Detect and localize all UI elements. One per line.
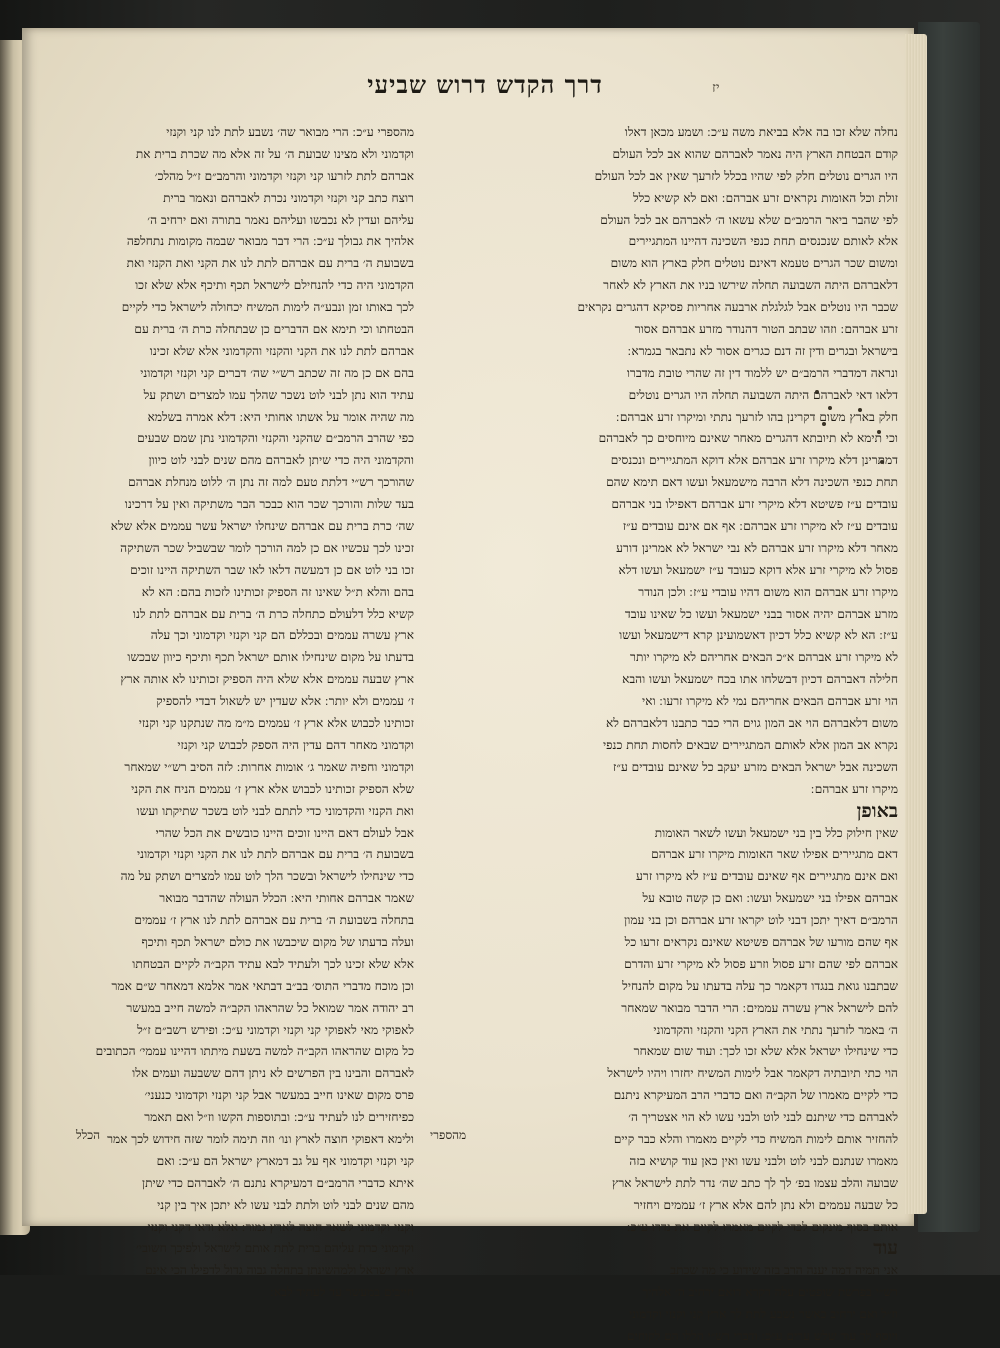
text-line: עובדים ע״ז לא מיקרו זרע אברהם ׃ אף אם אינם עובדים ע״ז: [622, 519, 898, 534]
text-line: בשבועת ה׳ ברית עם אברהם לתת לנו את הקני ואת הקנזי ואת: [126, 256, 414, 271]
text-line: נחלה שלא זכו בה אלא בביאת משה ע״כ ׃ ושמע מכאן דאלו: [624, 125, 898, 139]
text-line: קודם הבטחת הארץ היה נאמר לאברהם שהוא אב לכל העולם: [612, 146, 898, 161]
text-line: להם לישראל ארץ עשרה עממים ׃ הרי הדבר מבואר שמאחר: [621, 1000, 898, 1015]
text-line: ארץ ישראל ולמהשינתן בתחלה גבוה גדול לדפילו הכי אינם: [145, 1263, 414, 1278]
text-line: אברהם לתת לנו את הקני והקנזי והקדמוני אלא שלא זכינו: [149, 343, 414, 358]
text-line: דלאברהם היתה השבועה תחלה שירשו בניו את הארץ לא לאחר: [603, 278, 898, 293]
text-line: שכבר היו נוטלים אבל לגלגלת ארבעה אחריות פסיקא דהגרים נקראים: [577, 300, 898, 315]
text-line: איתא כדברי הרמב״ם דמעיקרא נתנם ה׳ לאברהם כדי שיתן: [141, 1175, 414, 1190]
text-line: ארץ עשרה עממים ובכללם הם קני וקנזי וקדמוני וכך עלה: [150, 628, 414, 643]
text-line: שבועה והלב עצמו בפ׳ לך לך כתב שה׳ נדר לתת לישראל ארץ: [612, 1175, 898, 1190]
text-line: דאם מתגיירים אפילו שאר האומות מיקרו זרע אברהם: [651, 847, 898, 862]
text-line: רש״י בפרשת שופטים עלה דקרא דואם ירחיב ה׳ אלהיך: [642, 1285, 898, 1300]
text-line: כפי שהרב הרמב״ם שהקני והקנזי והקדמוני נתן שמם שבעים: [137, 431, 414, 446]
text-line: רב יהודה אמר שמואל כל שהראהו הקב״ה למשה חייב במעשר: [126, 1000, 414, 1015]
text-line: חלק בארץ משום דקרינן בהו לזרעך נתתי ומיקרו זרע אברהם ׃: [616, 409, 898, 424]
text-line: זכו בני לוט אם כן דמעשה דלאו לאו שבר השתיקה היינו זוכים: [130, 562, 414, 577]
running-header: דרך הקדש דרוש שביעי: [367, 70, 603, 99]
text-line: אברהם לתת לזרעו קני וקנזי וקדמוני והרמב״ם ז״ל מהלכ׳: [154, 168, 414, 183]
text-line: וקנזי וקדמוני לשאר חוצה לארץ גמור ׃ אלא ודאי דקני וקנזי: [147, 1219, 414, 1234]
text-line: וקדמוני וחפיה שאמר ג׳ אומות אחרות ׃ לזה הסיב רש״י שמאחר: [124, 759, 414, 774]
text-line: שאין חילוק כלל בין בני ישמעאל ועשו לשאר האומות: [654, 825, 898, 840]
text-line: שה׳ כרת ברית עם אברהם שינחלו ישראל עשר עממים אלא שלא: [110, 519, 414, 534]
text-line: בישראל ובגרים ודין זה דנם כגרים אסור לא נתבאר בגמרא ׃: [627, 343, 898, 358]
text-line: זכותינו לכבוש אלא ארץ ז׳ עממים מ״מ מה שנתקנו קני וקנזי: [138, 716, 414, 731]
text-line: היו הגרים נוטלים חלק לפי שהיו בכלל לזרעך שאין אב לכל העולם: [594, 168, 898, 183]
text-line: לפי שהבר ביאר הרמב״ם שלא עשאו ה׳ לאברהם אב לכל העולם: [600, 212, 898, 227]
text-line: הבטחתו וכי תימא אם הדברים כן שבתחלה כרת ה׳ ברית עם: [134, 322, 414, 337]
text-line: ולימא דאפוקי חוצה לארץ ונו׳ וזה תימה לומר שזה חידוש לכך אמר: [107, 1131, 414, 1146]
text-line: שאמר אברהם אחותי היא ׃ הכלל העולה שהדבר מבואר: [159, 891, 414, 906]
text-line: קני וקנזי וקדמוני אף על גב דמארץ ישראל הם ע״כ ׃ ואם: [156, 1153, 414, 1168]
text-line: דלאו דאי לאברהם היתה השבועה תחלה היו הגרים נוטלים: [628, 387, 898, 402]
text-line: קשיא כלל דלעולם כתחלה כרת ה׳ ברית עם אברהם לתת לנו: [132, 606, 414, 621]
text-line: שלא הספיק זכותינו לכבוש אלא ארץ ז׳ עממים הניח את הקני: [131, 781, 414, 796]
page-number: יז: [712, 80, 720, 96]
text-line: תחת כנפי השכינה דלא הרבה מישמעאל ועשו דאם תימא שהם: [606, 475, 898, 490]
text-line: הוי זרע אברהם הבאים אחריהם נמי לא מיקרו זרעו ׃ ואי: [642, 694, 898, 709]
text-line: ואת הקנזי והקדמוני כדי לתתם לבני לוט בשכר שתיקתו ועשו: [136, 803, 414, 818]
text-line: השכינה אבל ישראל הבאים מזרע יעקב כל שאינם עובדים ע״ז: [613, 759, 898, 774]
text-line: כל שבעה עממים ולא נתן להם אלא ארץ ז׳ עממים ויחזיר: [633, 1197, 898, 1212]
text-line: בתחלה בשבועת ה׳ ברית עם אברהם לתת לנו ארץ ז׳ עממים: [134, 913, 414, 928]
text-line: כדי שינחילו לישראל ובשכר הלך לוט עמו למצרים ושתק על מה: [120, 869, 414, 884]
text-line: כדי שינחילו ישראל אלא שלא זכו לכך ׃ ועוד שום שמאחר: [633, 1044, 898, 1059]
text-line: וכן מוכח מדברי התוס׳ בב״ב דבתאי אמר אלמא דמאחר ש״ם אמר: [111, 978, 414, 993]
catchword-left: הכלל: [76, 1128, 100, 1142]
page-stack-edges: [905, 34, 927, 1214]
text-line: שהורכך רש״י דלתת טעם למה זה נתן ה׳ ללוט מנחלת אברהם: [128, 475, 414, 490]
text-line: מאחר דלא מיקרו זרע אברהם לא נבי ישראל לא אמרינן דורע: [616, 540, 898, 555]
text-line: חלילה דאברהם דכיון דבשלחו אתו בכח ישמעאל ועשו והבא: [622, 672, 898, 687]
text-line: מזרע אברהם יהיה אסור בבני ישמעאל ועשו כל שאינו עובד: [624, 606, 898, 621]
text-line: ז׳ עממים ולא יותר ׃ אלא שעדין יש לשאול דבדי להספיק: [156, 694, 414, 709]
text-line: והקדמוני היה כדי שיתן לאברהם מהם שנים לבני לוט כיוון: [148, 453, 414, 468]
text-line: זולת וכל האומות נקראים זרע אברהם ׃ ואם לא קשיא כלל: [632, 190, 898, 205]
text-line: חייבים במעשר עד לעתיד לבא ׃: [270, 1285, 414, 1300]
text-line: נקרא אב המון אלא לאותם המתגיירים שבאים לחסות תחת כנפי: [603, 737, 898, 752]
text-line: שבתבנו גואת בנגדו דקאמר כך עלה בדעתו על מקום להנחיל: [622, 978, 898, 993]
text-line: עתיד הוא נתן לבני לוט נשכר שהלך עמו למצרים ושתק על: [143, 387, 414, 402]
text-line: אלהיך את גבולך ע״כ ׃ הרי דבר מבואר שבמה מקומות נתחלפה: [126, 234, 414, 249]
text-line: אלא שלא זכינו לכך ולעתיד לבא עתיד הקב״ה לקיים הבטחתו: [132, 956, 414, 971]
text-line: כפיחזירים לנו לעתיד ע״כ ׃ ובתוספות הקשו וז״ל ואם תאמר: [144, 1110, 414, 1125]
text-line: דמתרינן דלא מיקרו זרע אברהם אלא דוקא המתגיירים ונכנסים: [610, 453, 898, 468]
section-opening-word: עוד: [873, 1237, 898, 1260]
text-line: וקדמוני ולא מצינו שבועת ה׳ על זה אלא מה שכרת ברית את: [135, 146, 414, 161]
text-line: עליהם ועדין לא נכבשו ועליהם נאמר בתורה ואם ירחיב ה׳: [147, 212, 414, 227]
text-line: פסול לא מיקרי זרע אלא דוקא כעובד ע״ז ישמעאל ועשו דלא: [618, 562, 898, 577]
section-opening-word: באופן: [856, 799, 898, 822]
text-line: להחזיר אותם לימות המשיח כדי לקיים מאמרו והלא כבר קיים: [613, 1131, 898, 1146]
text-line: בעד שלות והורכך שכר הוא כבכר הבר משתיקה ואין על דרכינו: [124, 497, 414, 512]
text-line: אברהם לפי שהם זרע פסול וזרע פסול לא מיקרי זרע והדרם: [624, 956, 898, 971]
text-line: מה שהיה אומר על אשתו אחותי היא ׃ דלא אמרה בשלמא: [147, 409, 414, 424]
text-line: בהם אם כן מה זה שכתב רש״י שה׳ דברים קני וקנזי וקדמוני: [140, 365, 414, 380]
text-line: מהם שנים לבני לוט ולתת לבני עשו לא יתכן איך בין קני: [157, 1197, 414, 1212]
catchword-right: מהספרי: [430, 1128, 467, 1142]
text-line: כדי לקיים מאמרו של הקב״ה ואם כדברי הרב המעיקרא ניתנם: [613, 1088, 898, 1103]
book-cover-edge: [918, 22, 980, 1232]
text-line: אבל לעולם דאם היינו זוכים היינו כובשים את הכל שהרי: [155, 825, 414, 840]
text-line: ויוסף לך עוד שלש ערים ע״כ ׃ ודברי רש״י הללו הם לקוחים: [627, 1328, 898, 1343]
text-line: מיקרו זרע אברהם הוא משום דהיו עובדי ע״ז ׃ ולכן הנודר: [638, 584, 898, 599]
text-line: ונראה דמדברי הרמב״ם יש ללמוד דין זה שהרי טובת מדברו: [626, 365, 898, 380]
text-line: הקדמוני היה כדי להנחילם לישראל תכף ותיכף אלא שלא זכו: [135, 278, 414, 293]
text-line: זכינו לכך עכשיו אם כן למה הורכך לומר שבשביל שכר השתיקה: [120, 540, 414, 555]
text-line: [420, 801, 898, 823]
text-line: מיקרו זרע אברהם ׃: [810, 781, 898, 796]
text-line: מהספרי ע״כ ׃ הרי מבואר שה׳ נשבע לתת לנו קני וקנזי: [166, 125, 414, 139]
text-line: ארץ שבעה עממים אלא שלא היה הספיק זכותינו לא אותה ארץ: [120, 672, 414, 687]
text-line: אלא לאותם שנכנסים תחת כנפי השכינה דהיינו המתגיירים: [628, 234, 898, 249]
text-line: אברהם אפילו בני ישמעאל ועשו ׃ ואם כן קשה טובא על: [642, 891, 898, 906]
text-line: לכך באותו זמן ונבע״ה לימות המשיח יכחולה לישראל כדי לקיים: [121, 300, 414, 315]
text-line: מאמרו שנתנם לבני לוט ולבני עשו ואין כאן עוד קושיא בזה: [629, 1153, 898, 1168]
text-line: ועלה בדעתו של מקום שיכבשו את כולם ישראל תכף ותיכף: [141, 934, 414, 949]
text-line: רוצח כתב קני וקנזי וקדמוני נכרת לאברהם ונאמר ברית: [163, 190, 414, 205]
text-line: בשבועת ה׳ ברית עם אברהם לתת לנו את הקני וקנזי וקדמוני: [136, 847, 414, 862]
text-line: כל מקום שהראהו הקב״ה למשה בשעת מיתתו דהיינו עממי׳ הכתובים: [95, 1044, 414, 1059]
text-line: אני תמיה דמה יענה הרב בזה שידוע כי מה שכתב: [670, 1263, 898, 1278]
text-line: אף שהם מורעו של אברהם פשיטא שאינם נקראים זרעו כל: [624, 934, 898, 949]
text-line: לאברהם כדי שיתנם לבני לוט ולבני עשו לא הוי אצטריך ה׳: [628, 1110, 898, 1125]
text-line: אותם בסוף מינקום לכדי לקיים מאמרו לקיים את נדרו ע״כ ׃: [626, 1219, 898, 1234]
text-line: וקדמוני כרת עליהם ברית לתת אותם לישראל ולפיכך חשובי׳: [136, 1241, 414, 1256]
text-line: וכי תימא לא תיובתא דהגרים מאחר שאינם מיוחסים כך לאברהם: [598, 431, 898, 446]
text-line: לאברהם והבינו בין הפרשים לא ניתן דהם ששבעה ועמים אלו: [132, 1066, 414, 1081]
text-line: הוי כתי תיובתיה דקאמר אבל לימות המשיח יחזרו ויהיו לישראל: [607, 1066, 898, 1081]
text-line: לא מיקרו זרע אברהם א״כ הבאים אחריהם לא מיקרו יותר: [630, 650, 898, 665]
text-line: ה׳ באמר לזרעך נתתי את הארץ הקני והקנזי והקדמוני: [653, 1022, 898, 1037]
text-line: לאפוקי מאי לאפוקי קני וקנזי וקדמוני ע״כ ׃ ופירש רשב״ם ז״ל: [137, 1022, 414, 1037]
text-line: זרע אברהם ׃ וזהו שבתב הטור דהנודר מזרע אברהם אסור: [634, 322, 898, 337]
text-line: [420, 1238, 898, 1260]
text-line: ע״ז ׃ הא לא קשיא כלל דכיון דאשמועינן קרא דישמעאל ועשו: [619, 628, 898, 643]
text-line: ומשום שכר הגרים טעמא דאינם נוטלים חלק בארץ הוא משום: [610, 256, 898, 271]
text-line: בהם והלא ת״ל שאינו זה הספיק זכותינו לזכות בהם ׃ הא לא: [141, 584, 414, 599]
text-line: פרס מקום שאינו חייב במעשר אבל קני וקנזי וקדמוני כנעני׳: [144, 1088, 414, 1103]
text-line: בדעתו על מקום שינחילו אותם ישראל תכף ותיכף כיוון שבכשו: [127, 650, 414, 665]
text-line: הרמב״ם דאיך יתכן דבני לוט יקראו זרע אברהם וכן בני עמון: [624, 913, 898, 928]
text-line: ואם אינם מתגיירים אף שאינם עובדים ע״ז לא מיקרו זרע: [636, 869, 898, 884]
text-line: וז״ל ואם ירחיב כאשר נשבע לתת לך ארץ קני וקנזי וקדמוני: [628, 1307, 898, 1322]
text-line: עובדים ע״ז פשיטא דלא מיקרי זרע אברהם דאפילו בני אברהם: [611, 497, 898, 512]
text-line: וקדמוני מאחר דהם עדין היה הספק לכבוש קני וקנזי: [177, 737, 414, 752]
left-text-column: [76, 122, 414, 1300]
text-line: משום דלאברהם הוי אב המון גוים הרי כבר כתבנו דלאברהם לא: [605, 716, 898, 731]
